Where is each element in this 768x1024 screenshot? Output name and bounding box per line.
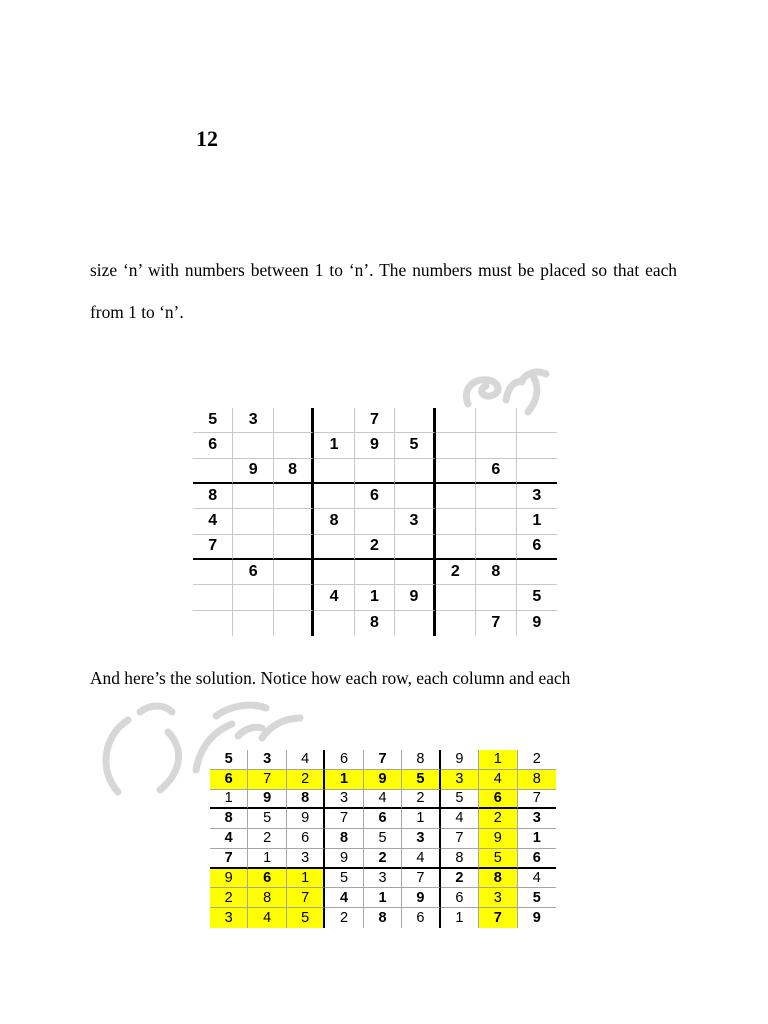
puzzle-cell: 3	[517, 484, 557, 509]
solution-cell: 3	[518, 809, 556, 829]
solution-cell: 9	[402, 888, 440, 908]
solution-cell: 6	[441, 888, 479, 908]
solution-cell: 7	[210, 849, 248, 869]
puzzle-cell	[436, 509, 476, 534]
puzzle-cell	[274, 585, 314, 610]
solution-cell: 1	[479, 750, 517, 770]
puzzle-cell	[476, 535, 516, 560]
puzzle-cell: 8	[355, 611, 395, 636]
puzzle-cell	[476, 585, 516, 610]
puzzle-cell	[517, 459, 557, 484]
solution-cell: 6	[325, 750, 363, 770]
solution-cell: 2	[364, 849, 402, 869]
solution-cell: 9	[532, 909, 541, 926]
solution-cell: 7	[479, 908, 517, 928]
puzzle-cell	[193, 585, 233, 610]
puzzle-cell: 7	[193, 535, 233, 560]
solution-cell: 7	[364, 750, 402, 770]
solution-cell: 9	[441, 750, 479, 770]
solution-cell: 4	[210, 829, 248, 849]
solution-cell: 8	[479, 869, 517, 889]
puzzle-cell	[274, 408, 314, 433]
solution-cell: 4	[325, 888, 363, 908]
solution-cell: 8	[402, 750, 440, 770]
solution-cell: 5	[518, 888, 556, 908]
puzzle-cell	[436, 585, 476, 610]
solution-cell: 8	[248, 888, 286, 908]
puzzle-cell	[355, 459, 395, 484]
solution-cell: 3	[402, 829, 440, 849]
solution-cell: 8	[287, 790, 325, 810]
puzzle-cell: 5	[395, 433, 435, 458]
solution-cell: 2	[479, 809, 517, 829]
puzzle-cell	[436, 408, 476, 433]
puzzle-cell	[476, 433, 516, 458]
page-number: 12	[196, 126, 218, 151]
puzzle-cell	[314, 459, 354, 484]
puzzle-cell	[436, 459, 476, 484]
puzzle-cell: 8	[476, 560, 516, 585]
solution-cell: 4	[402, 849, 440, 869]
solution-intro-text: And here’s the solution. Notice how each row, each column and each	[90, 668, 571, 688]
puzzle-cell	[233, 535, 273, 560]
solution-cell: 2	[518, 750, 556, 770]
puzzle-cell: 8	[274, 459, 314, 484]
puzzle-cell	[193, 611, 233, 636]
solution-cell: 4	[364, 790, 402, 810]
solution-cell: 6	[518, 849, 556, 869]
puzzle-cell	[476, 484, 516, 509]
puzzle-cell	[395, 484, 435, 509]
puzzle-cell: 9	[395, 585, 435, 610]
puzzle-cell: 6	[233, 560, 273, 585]
puzzle-cell: 2	[436, 560, 476, 585]
solution-cell: 4	[479, 770, 517, 790]
solution-cell: 7	[287, 888, 325, 908]
puzzle-cell	[355, 509, 395, 534]
solution-cell: 6	[364, 809, 402, 829]
solution-cell: 8	[364, 908, 402, 928]
puzzle-cell	[476, 509, 516, 534]
watermark-stroke	[160, 732, 178, 790]
solution-cell: 2	[441, 869, 479, 889]
solution-cell: 6	[248, 869, 286, 889]
puzzle-cell	[314, 560, 354, 585]
solution-cell: 9	[479, 829, 517, 849]
watermark-stroke	[106, 720, 128, 792]
puzzle-cell	[395, 459, 435, 484]
solution-cell: 4	[287, 750, 325, 770]
puzzle-cell: 3	[395, 509, 435, 534]
solution-cell: 7	[441, 829, 479, 849]
watermark-stroke	[522, 372, 546, 380]
puzzle-cell	[436, 433, 476, 458]
solution-cell: 5	[287, 908, 325, 928]
puzzle-cell: 6	[476, 459, 516, 484]
solution-cell: 5	[479, 849, 517, 869]
watermark-stroke	[262, 718, 300, 738]
puzzle-cell	[517, 408, 557, 433]
puzzle-cell: 1	[314, 433, 354, 458]
solution-cell: 4	[441, 809, 479, 829]
puzzle-cell	[436, 535, 476, 560]
solution-cell: 5	[364, 829, 402, 849]
watermark-stroke	[466, 380, 498, 404]
solution-cell: 5	[402, 770, 440, 790]
puzzle-cell	[274, 611, 314, 636]
puzzle-cell: 1	[517, 509, 557, 534]
solution-cell: 8	[518, 770, 556, 790]
puzzle-cell	[233, 585, 273, 610]
solution-cell: 1	[402, 809, 440, 829]
solution-cell: 6	[210, 770, 248, 790]
puzzle-cell	[274, 535, 314, 560]
puzzle-cell	[517, 560, 557, 585]
solution-cell: 7	[248, 770, 286, 790]
solution-cell: 1	[210, 790, 248, 810]
solution-cell: 6	[287, 829, 325, 849]
solution-cell: 9	[364, 770, 402, 790]
puzzle-cell	[274, 509, 314, 534]
solution-cell: 5	[210, 750, 248, 770]
paragraph-line: from 1 to ‘n’.	[90, 302, 184, 322]
solution-cell: 3	[287, 849, 325, 869]
puzzle-cell: 8	[193, 484, 233, 509]
solution-cell: 1	[287, 869, 325, 889]
puzzle-cell	[233, 484, 273, 509]
solution-cell: 7	[402, 869, 440, 889]
sudoku-puzzle-grid	[193, 408, 557, 636]
solution-cell: 9	[248, 790, 286, 810]
puzzle-cell	[274, 484, 314, 509]
solution-cell: 2	[210, 888, 248, 908]
solution-cell: 3	[248, 750, 286, 770]
puzzle-cell	[314, 484, 354, 509]
puzzle-cell	[476, 408, 516, 433]
puzzle-cell	[314, 535, 354, 560]
puzzle-cell: 5	[517, 585, 557, 610]
watermark-stroke	[140, 706, 172, 712]
solution-cell: 3	[364, 869, 402, 889]
solution-cell: 6	[402, 908, 440, 928]
watermark-stroke	[506, 382, 522, 400]
puzzle-cell: 7	[355, 408, 395, 433]
puzzle-cell	[314, 408, 354, 433]
solution-cell: 5	[441, 790, 479, 810]
puzzle-cell: 2	[355, 535, 395, 560]
watermark-stroke	[238, 727, 262, 736]
puzzle-cell	[395, 560, 435, 585]
solution-cell: 3	[441, 770, 479, 790]
puzzle-cell	[395, 535, 435, 560]
solution-cell: 2	[325, 908, 363, 928]
puzzle-cell	[193, 560, 233, 585]
solution-cell: 1	[248, 849, 286, 869]
puzzle-cell	[233, 433, 273, 458]
puzzle-cell	[193, 459, 233, 484]
solution-cell: 6	[479, 790, 517, 810]
puzzle-cell: 9	[532, 614, 542, 632]
puzzle-cell	[436, 484, 476, 509]
solution-cell: 3	[325, 790, 363, 810]
puzzle-cell	[395, 408, 435, 433]
puzzle-cell	[233, 509, 273, 534]
puzzle-cell	[395, 611, 435, 636]
solution-cell: 1	[518, 829, 556, 849]
puzzle-cell	[274, 560, 314, 585]
puzzle-cell: 3	[233, 408, 273, 433]
sudoku-solution-grid	[210, 750, 556, 928]
puzzle-cell	[314, 611, 354, 636]
puzzle-cell	[274, 433, 314, 458]
solution-cell: 9	[325, 849, 363, 869]
solution-cell: 3	[479, 888, 517, 908]
puzzle-cell: 8	[314, 509, 354, 534]
solution-cell: 1	[441, 908, 479, 928]
solution-cell: 1	[325, 770, 363, 790]
puzzle-cell	[436, 611, 476, 636]
watermark-stroke	[216, 705, 266, 716]
solution-cell: 5	[248, 809, 286, 829]
solution-cell: 4	[248, 908, 286, 928]
solution-cell: 2	[287, 770, 325, 790]
watermark-stroke	[528, 378, 537, 412]
solution-cell: 9	[210, 869, 248, 889]
puzzle-cell	[233, 611, 273, 636]
solution-cell: 8	[441, 849, 479, 869]
solution-cell: 8	[325, 829, 363, 849]
solution-cell: 7	[325, 809, 363, 829]
solution-cell: 7	[518, 790, 556, 810]
solution-cell: 8	[210, 809, 248, 829]
puzzle-cell: 6	[355, 484, 395, 509]
puzzle-cell: 6	[517, 535, 557, 560]
paragraph-line: size ‘n’ with numbers between 1 to ‘n’. The numbers must be placed so that each	[90, 260, 677, 280]
solution-cell: 4	[518, 869, 556, 889]
puzzle-cell: 9	[233, 459, 273, 484]
puzzle-cell: 1	[355, 585, 395, 610]
solution-cell: 9	[287, 809, 325, 829]
solution-cell: 3	[210, 908, 248, 928]
puzzle-cell: 7	[476, 611, 516, 636]
puzzle-cell: 9	[355, 433, 395, 458]
puzzle-cell	[517, 433, 557, 458]
puzzle-cell: 4	[314, 585, 354, 610]
solution-cell: 2	[402, 790, 440, 810]
solution-cell: 2	[248, 829, 286, 849]
puzzle-cell: 6	[193, 433, 233, 458]
solution-cell: 5	[325, 869, 363, 889]
puzzle-cell: 4	[193, 509, 233, 534]
puzzle-cell: 5	[193, 408, 233, 433]
solution-cell: 1	[364, 888, 402, 908]
puzzle-cell	[355, 560, 395, 585]
